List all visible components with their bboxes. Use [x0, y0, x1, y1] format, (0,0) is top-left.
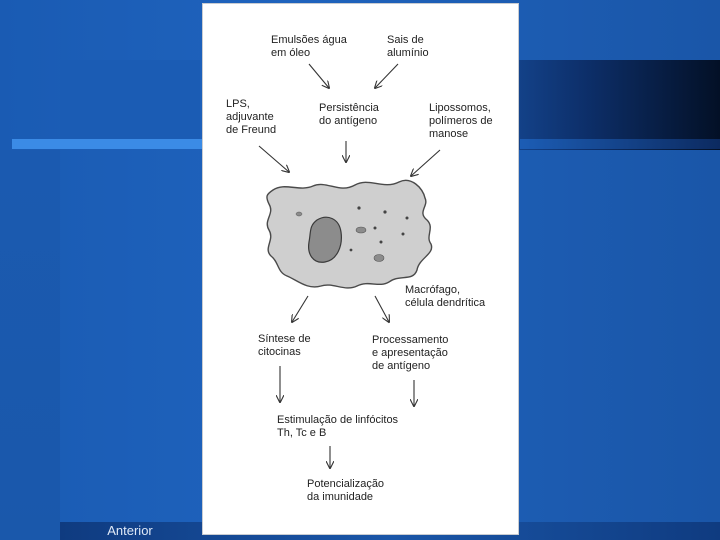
arrow-liposomes-to-cell — [411, 150, 440, 176]
cell-granule — [350, 249, 353, 252]
cell-granule — [383, 210, 386, 213]
node-stimulation: Estimulação de linfócitos Th, Tc e B — [277, 414, 399, 439]
arrow-cell-to-processing — [375, 296, 389, 322]
node-processing: Processamento e apresentação de antígeno — [372, 334, 449, 372]
node-cell-label: Macrófago, célula dendrítica — [405, 284, 486, 309]
cell-granule — [357, 206, 360, 209]
diagram-graphics — [203, 4, 518, 534]
adjuvant-diagram-figure — [203, 4, 518, 534]
node-potentiation: Potencialização da imunidade — [307, 478, 385, 503]
decorative-side — [0, 150, 60, 540]
node-cytokines: Síntese de citocinas — [258, 333, 311, 358]
node-emulsions: Emulsões água em óleo — [271, 34, 347, 59]
cell-granule — [380, 241, 383, 244]
node-persistence: Persistência do antígeno — [319, 102, 379, 127]
arrow-salts-to-persistence — [375, 64, 398, 88]
arrow-emulsions-to-persistence — [309, 64, 329, 88]
cell-body — [267, 180, 432, 288]
node-liposomes: Lipossomos, polímeros de manose — [429, 102, 493, 140]
decorative-bar-left — [12, 139, 202, 149]
decorative-block — [60, 60, 200, 140]
cell-vesicle — [374, 255, 384, 262]
node-lps: LPS, adjuvante de Freund — [226, 98, 277, 136]
cell-nucleus — [309, 217, 342, 262]
cell-granule — [402, 233, 405, 236]
cell-vesicle — [296, 212, 302, 216]
cell-granule — [374, 227, 377, 230]
cell-vesicle — [356, 227, 366, 233]
arrow-lps-to-cell — [259, 146, 289, 172]
decorative-bar-right — [520, 139, 720, 149]
cell-granule — [406, 217, 409, 220]
previous-slide-button[interactable]: Anterior — [107, 523, 153, 538]
node-aluminum-salts: Sais de alumínio — [387, 34, 429, 59]
arrow-cell-to-cytokines — [292, 296, 308, 322]
